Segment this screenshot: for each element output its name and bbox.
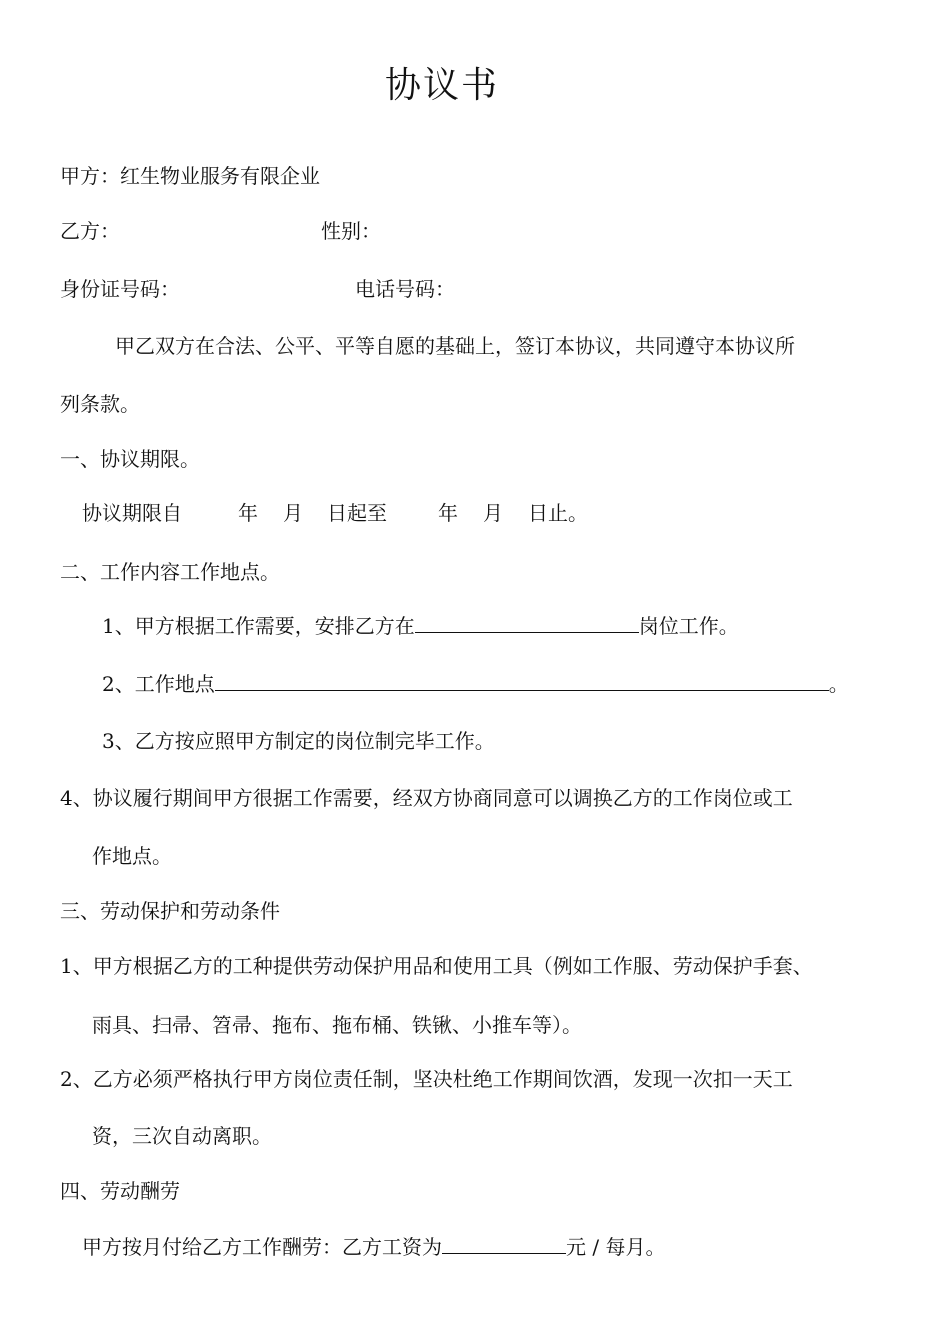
term-month-2: 月: [483, 501, 503, 525]
party-a-line: 甲方：红生物业服务有限企业: [60, 164, 320, 188]
section-4-heading: 四、劳动酬劳: [60, 1179, 180, 1203]
section-3-item-2-line-2: 资，三次自动离职。: [92, 1124, 272, 1148]
document-title: 协议书: [385, 65, 500, 106]
term-year-1: 年: [238, 501, 258, 525]
term-day-2: 日止。: [528, 501, 588, 525]
item-2-text-before: 2、工作地点: [102, 672, 215, 696]
section-3-item-1-line-1: 1、甲方根据乙方的工种提供劳动保护用品和使用工具（例如工作服、劳动保护手套、: [60, 954, 813, 978]
section-3-item-2-line-1: 2、乙方必须严格执行甲方岗位责任制，坚决杜绝工作期间饮酒，发现一次扣一天工: [60, 1067, 793, 1091]
term-month-1: 月: [283, 501, 303, 525]
id-number-label: 身份证号码：: [60, 277, 180, 301]
term-from-text: 协议期限自: [82, 501, 182, 525]
section-4-pay-line: [82, 1233, 665, 1261]
item-1-text-before: 1、甲方根据工作需要，安排乙方在: [102, 614, 415, 638]
gender-label: 性别：: [321, 219, 381, 243]
pay-text-before: 甲方按月付给乙方工作酬劳：乙方工资为: [82, 1235, 442, 1259]
item-1-text-after: 岗位工作。: [638, 614, 739, 638]
salary-blank: [442, 1233, 566, 1254]
item-2-text-after: 。: [828, 672, 849, 696]
term-day-1: 日起至: [327, 501, 387, 525]
party-b-label: 乙方：: [60, 219, 120, 243]
position-blank: [415, 612, 639, 633]
intro-line-1: 甲乙双方在合法、公平、平等自愿的基础上，签订本协议，共同遵守本协议所: [115, 334, 795, 358]
phone-number-label: 电话号码：: [355, 277, 455, 301]
section-3-item-1-line-2: 雨具、扫帚、笤帚、拖布、拖布桶、铁锹、小推车等）。: [92, 1013, 582, 1037]
section-2-item-3: 3、乙方按应照甲方制定的岗位制完毕工作。: [102, 729, 495, 753]
section-2-item-1: [102, 612, 739, 640]
term-year-2: 年: [438, 501, 458, 525]
section-2-heading: 二、工作内容工作地点。: [60, 560, 280, 584]
section-2-item-4-line-2: 作地点。: [92, 844, 172, 868]
section-1-heading: 一、协议期限。: [60, 447, 200, 471]
section-3-heading: 三、劳动保护和劳动条件: [60, 899, 280, 923]
section-2-item-2: [102, 670, 849, 698]
intro-line-2: 列条款。: [60, 392, 140, 416]
section-2-item-4-line-1: 4、协议履行期间甲方很据工作需要，经双方协商同意可以调换乙方的工作岗位或工: [60, 786, 793, 810]
workplace-blank: [215, 670, 829, 691]
pay-text-after: 元 / 每月。: [566, 1235, 666, 1259]
